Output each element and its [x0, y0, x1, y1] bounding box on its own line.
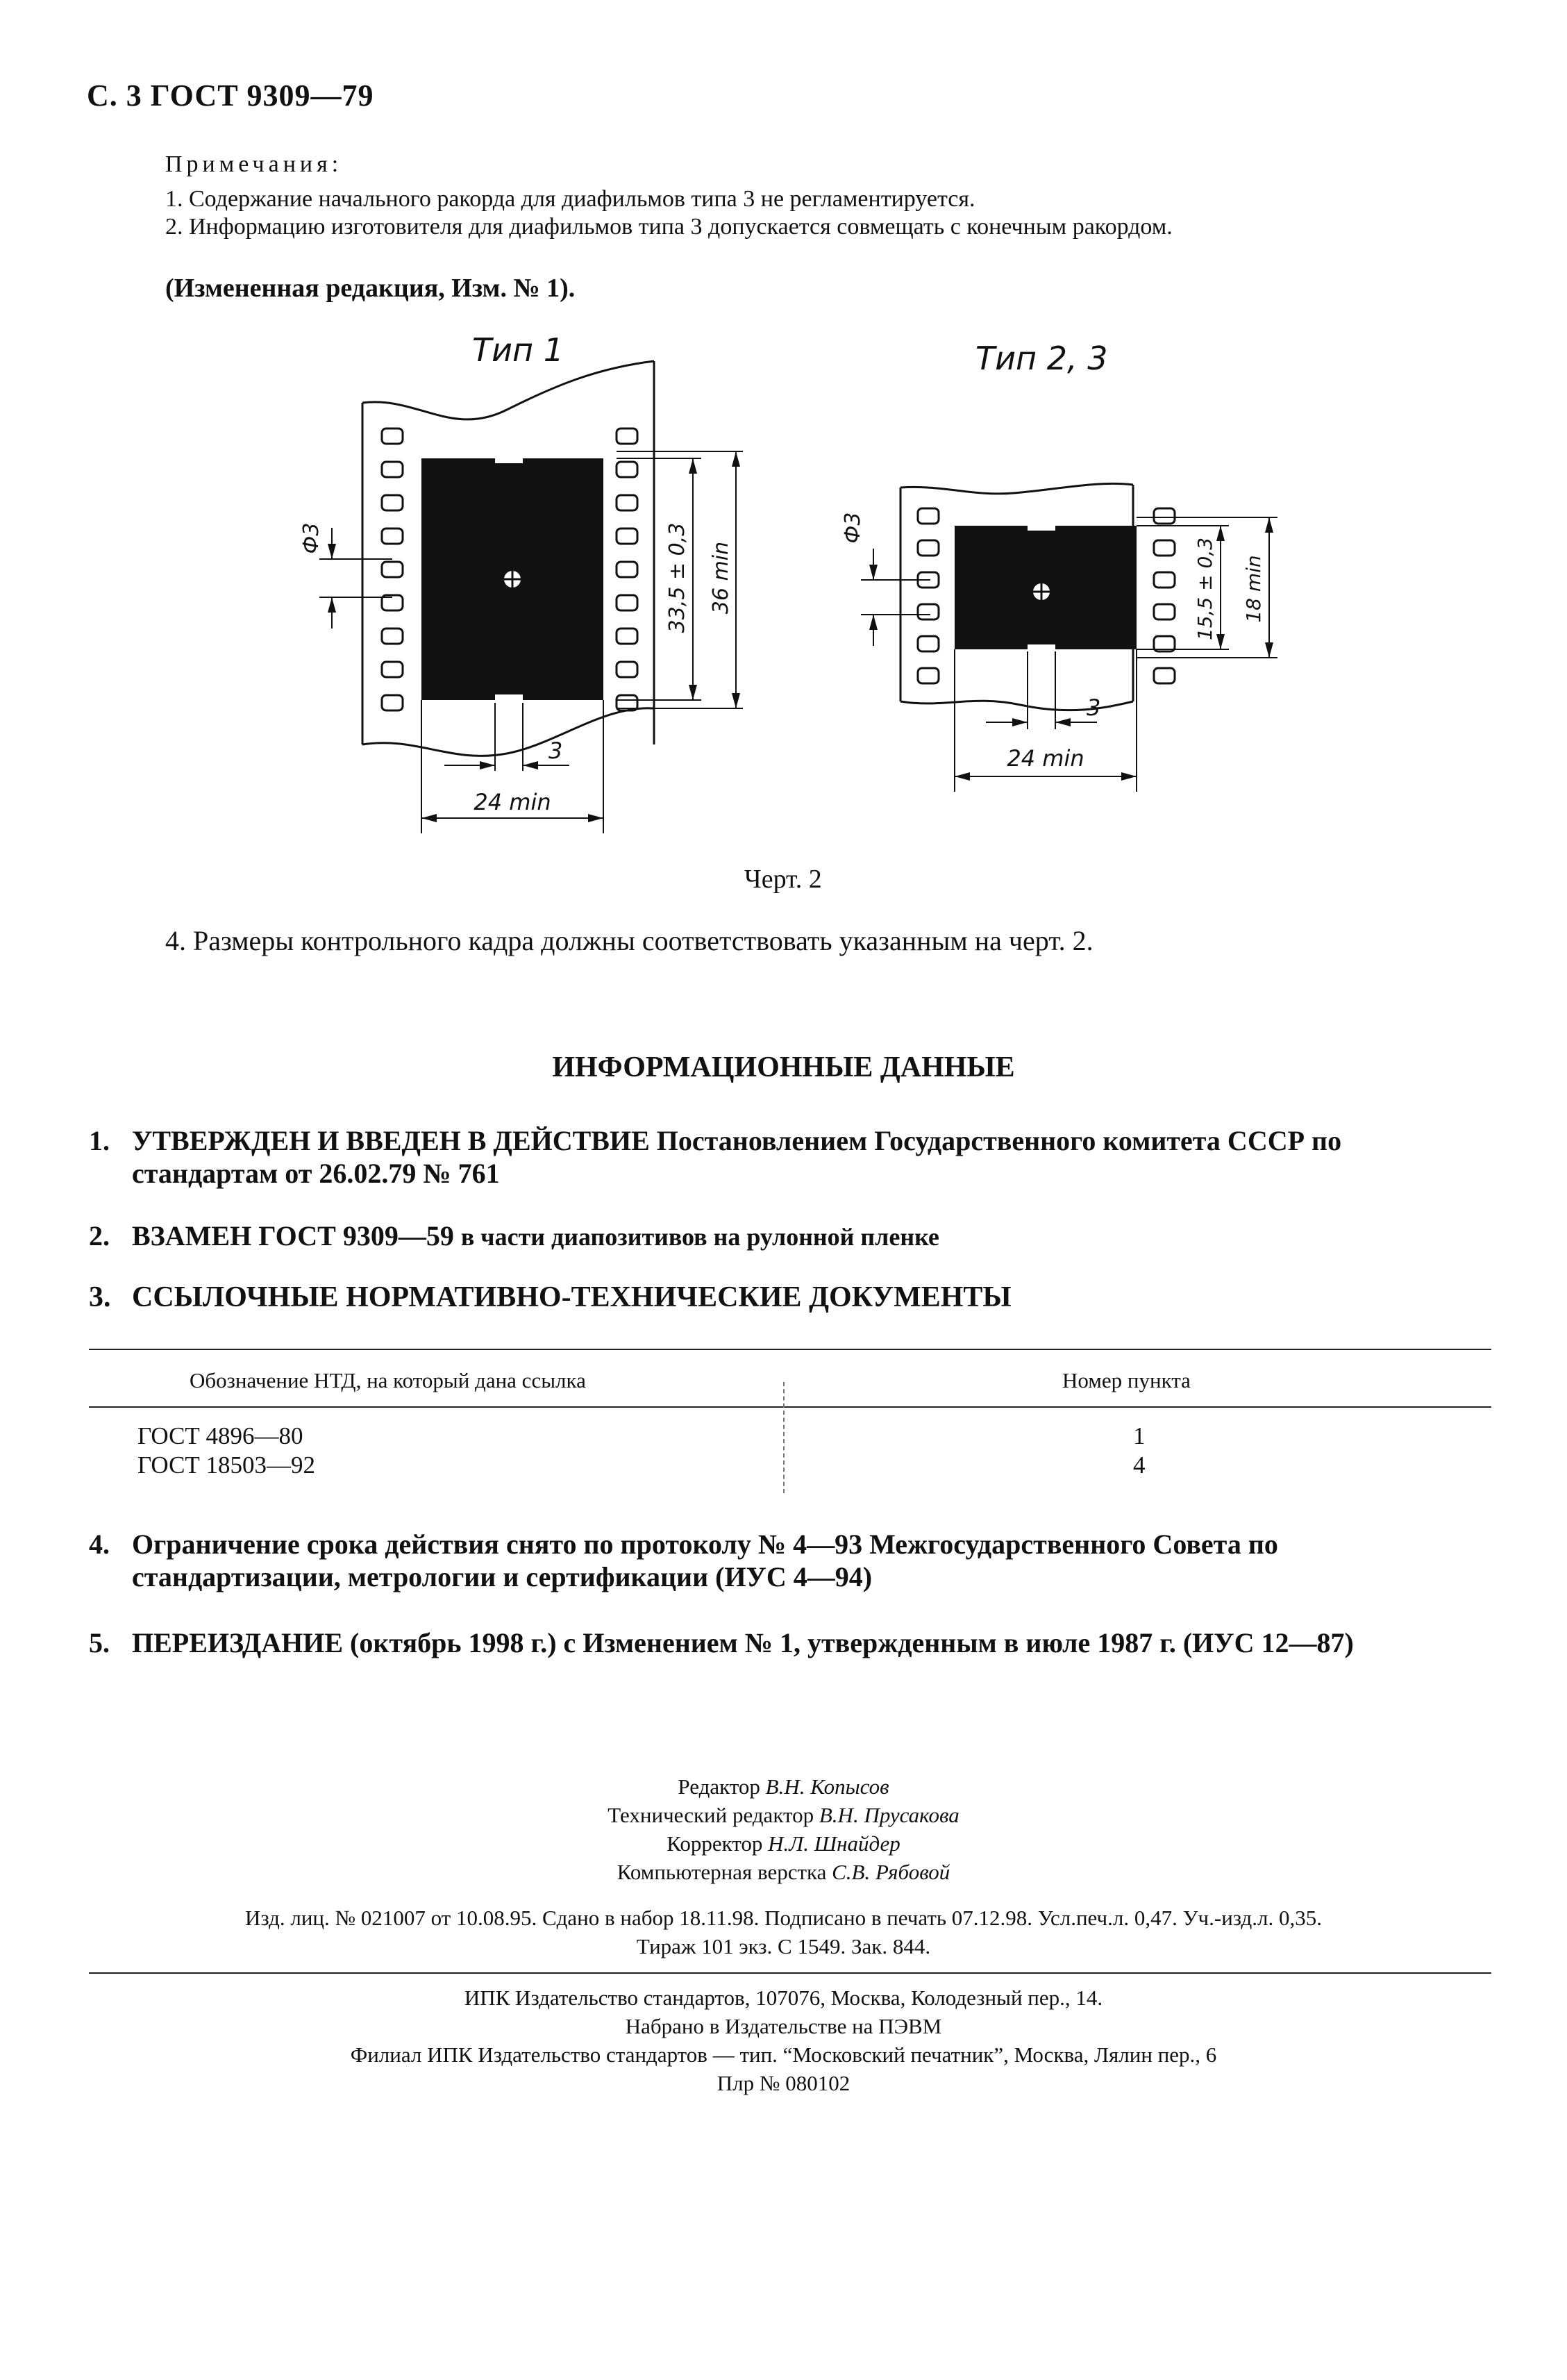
info-item-1-rest: Постановлением Государственного комитета СССР по стандартам от 26.02.79 № 761	[132, 1125, 1342, 1189]
info-item-4-text: Ограничение срока действия снято по протоколу № 4—93 Межгосударственного Совета по стандартизации, метрологии и сертификации (ИУС 4—94)	[132, 1529, 1278, 1592]
credit-corrector: Корректор Н.Л. Шнайдер	[667, 1831, 900, 1856]
type23-dim-phi: Ф3	[841, 512, 865, 544]
type23-dim-outer: 18 min	[1242, 555, 1265, 623]
table-header-doc: Обозначение НТД, на который дана ссылка	[190, 1368, 586, 1392]
info-item-2-num: 2.	[89, 1220, 110, 1251]
info-item-2	[89, 1220, 1491, 1254]
info-item-2-bold: ВЗАМЕН ГОСТ 9309—59	[132, 1220, 454, 1251]
info-item-2-rest: в части диапозитивов на рулонной пленке	[460, 1223, 939, 1251]
edition-note: (Измененная редакция, Изм. № 1).	[165, 274, 576, 303]
publisher-line-2: Набрано в Издательстве на ПЭВМ	[625, 2014, 942, 2038]
type1-dim-outer: 36 min	[709, 541, 733, 615]
notes-title: Примечания:	[165, 151, 343, 177]
info-item-3-num: 3.	[89, 1281, 111, 1313]
publisher-line-1: ИПК Издательство стандартов, 107076, Москва, Колодезный пер., 14.	[464, 1986, 1103, 2010]
imprint-line-1: Изд. лиц. № 021007 от 10.08.95. Сдано в набор 18.11.98. Подписано в печать 07.12.98. Усл.печ.л. 0,47. Уч.-изд.л. 0,35.	[245, 1906, 1322, 1930]
publisher-line-4: Плр № 080102	[717, 2071, 850, 2095]
info-item-5	[89, 1626, 1491, 1659]
table-row-1-item: 1	[1133, 1422, 1146, 1449]
info-item-4	[89, 1528, 1491, 1593]
publisher-line-3: Филиал ИПК Издательство стандартов — тип. “Московский печатник”, Москва, Лялин пер., 6	[350, 2042, 1217, 2067]
type23-dim-inner: 15,5 ± 0,3	[1193, 537, 1216, 641]
type1-dim-phi: Ф3	[299, 522, 324, 554]
table-row-2-doc: ГОСТ 18503—92	[137, 1451, 316, 1479]
info-item-3-text: ССЫЛОЧНЫЕ НОРМАТИВНО-ТЕХНИЧЕСКИЕ ДОКУМЕНТЫ	[132, 1281, 1012, 1313]
table-column-divider	[783, 1382, 785, 1493]
table-header-rule	[89, 1406, 1491, 1408]
page-header: С. 3 ГОСТ 9309—79	[87, 78, 374, 113]
info-item-5-rest: (октябрь 1998 г.) с Изменением № 1, утвержденным в июле 1987 г. (ИУС 12—87)	[350, 1627, 1354, 1658]
credit-editor: Редактор В.Н. Копысов	[678, 1774, 889, 1799]
type1-dim-width: 24 min	[474, 789, 551, 815]
type1-dim-inner: 33,5 ± 0,3	[665, 522, 689, 633]
imprint-line-2: Тираж 101 экз. С 1549. Зак. 844.	[636, 1934, 931, 1958]
info-item-1	[89, 1124, 1491, 1190]
table-row-2-item: 4	[1133, 1451, 1146, 1479]
info-item-4-num: 4.	[89, 1529, 110, 1560]
note-2: 2. Информацию изготовителя для диафильмов типа 3 допускается совмещать с конечным ракордом.	[165, 214, 1173, 240]
imprint-rule	[89, 1972, 1491, 1974]
info-item-1-num: 1.	[89, 1125, 110, 1156]
table-header-item: Номер пункта	[1062, 1368, 1191, 1392]
film-frame-drawing	[0, 319, 1567, 889]
credit-tech-editor: Технический редактор В.Н. Прусакова	[607, 1803, 960, 1827]
type23-title: Тип 2, 3	[975, 340, 1108, 377]
paragraph-4: 4. Размеры контрольного кадра должны соответствовать указанным на черт. 2.	[165, 925, 1093, 956]
info-item-5-bold: ПЕРЕИЗДАНИЕ	[132, 1627, 344, 1658]
info-item-3	[89, 1281, 1491, 1314]
info-item-1-bold: УТВЕРЖДЕН И ВВЕДЕН В ДЕЙСТВИЕ	[132, 1125, 650, 1156]
table-row-1-doc: ГОСТ 4896—80	[137, 1422, 303, 1449]
type1-title: Тип 1	[472, 331, 564, 369]
info-item-5-num: 5.	[89, 1627, 110, 1658]
figure-caption: Черт. 2	[744, 865, 822, 894]
credit-layout: Компьютерная верстка С.В. Рябовой	[617, 1860, 950, 1884]
type23-dim-gap: 3	[1087, 694, 1101, 721]
type1-dim-gap: 3	[548, 738, 563, 764]
section-title: ИНФОРМАЦИОННЫЕ ДАННЫЕ	[552, 1051, 1015, 1083]
table-top-rule	[89, 1349, 1491, 1350]
type23-dim-width: 24 min	[1007, 745, 1084, 772]
note-1: 1. Содержание начального ракорда для диафильмов типа 3 не регламентируется.	[165, 186, 975, 212]
